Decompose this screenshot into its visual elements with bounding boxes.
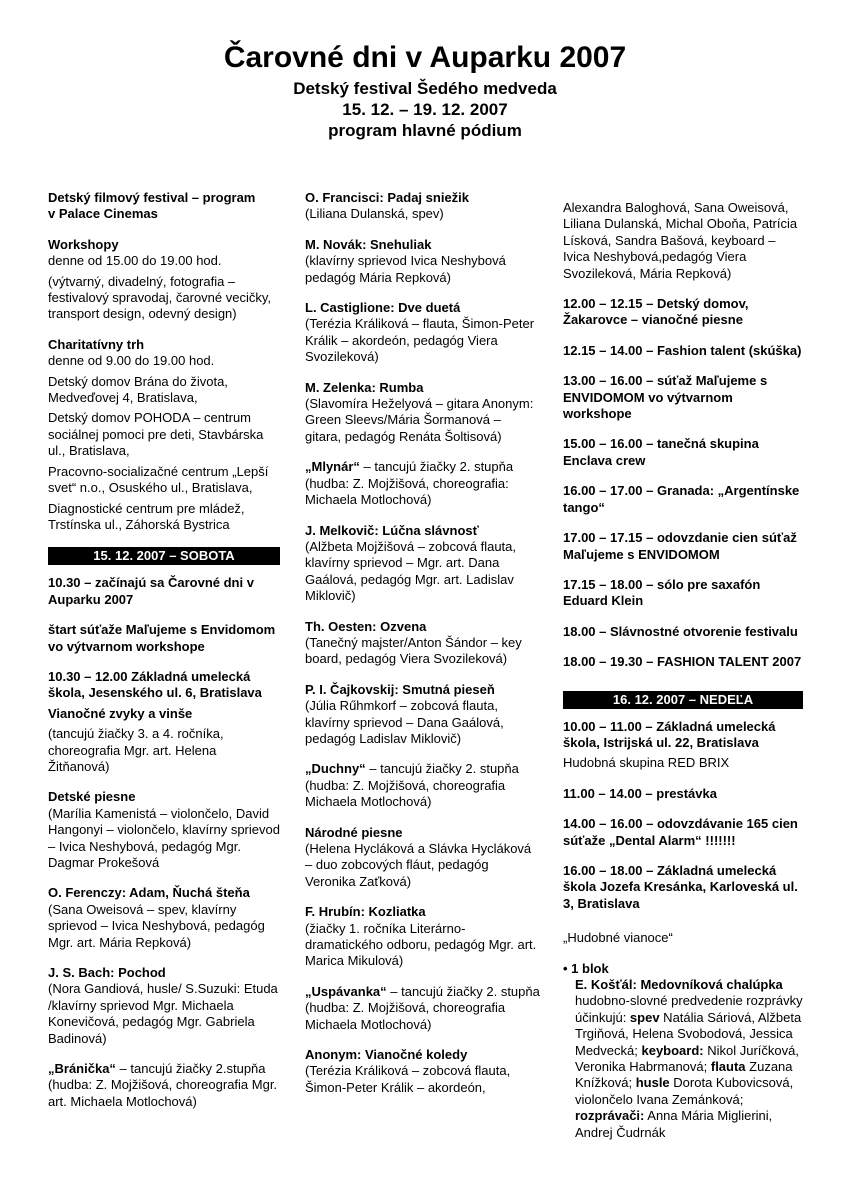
film-festival-line2: v Palace Cinemas	[48, 206, 158, 222]
performance-block	[305, 380, 540, 446]
schedule-item: štart súťaže Maľujeme s Envidomom vo výtvarnom workshope	[48, 622, 276, 654]
role-label-flauta: flauta	[710, 1059, 746, 1075]
schedule-item: 17.15 – 18.00 – sólo pre saxafón Eduard Klein	[563, 576, 761, 609]
schedule-block	[48, 669, 280, 775]
charity-block	[48, 337, 280, 533]
performance-block	[305, 523, 540, 605]
role-names-rozpravaci: Anna Mária Miglierini, Andrej Čudrnák	[575, 1108, 773, 1140]
performance-block	[305, 825, 540, 891]
role-names-keyboard: Nikol Juríčková, Veronika Habrmanová;	[575, 1042, 799, 1075]
performance-title: J. S. Bach: Pochod	[48, 965, 166, 981]
role-names-spev: Natália Sáriová, Alžbeta Trgiňová, Helena Svobodová, Jessica Medvecká;	[575, 1009, 802, 1058]
performance-title: L. Castiglione: Dve duetá	[305, 300, 461, 316]
role-names-flauta: Zuzana Knížková;	[575, 1059, 793, 1091]
schedule-block	[563, 719, 803, 772]
workshops-desc: (výtvarný, divadelný, fotografia – festivalový spravodaj, čarovné vecičky, transport design, odevný design)	[48, 273, 272, 322]
schedule-item: 16.00 – 17.00 – Granada: „Argentínske tango“	[563, 483, 800, 515]
performance-title: Anonym: Vianočné koledy	[305, 1047, 468, 1063]
performance-block	[305, 619, 540, 668]
column-left	[48, 190, 280, 1124]
performance-desc: (klavírny sprievod Ivica Neshybová pedagóg Mária Repková)	[305, 253, 506, 285]
role-label-keyboard: keyboard:	[641, 1042, 704, 1058]
performance-desc: (žiačky 1. ročníka Literárno-dramatického odboru, pedagóg Mgr. art. Marica Mikulová)	[305, 920, 537, 969]
charity-item: Diagnostické centrum pre mládež, Trstínska ul., Záhorská Bystrica	[48, 500, 245, 532]
workshops-time: denne od 15.00 do 19.00 hod.	[48, 253, 222, 269]
performance-block	[48, 965, 280, 1047]
performance-desc: (Liliana Dulanská, spev)	[305, 206, 444, 222]
performance-title: E. Košťál: Medovníková chalúpka	[575, 977, 783, 992]
performance-desc: – tancujú žiačky 2.stupňa (hudba: Z. Mojžišová, choreografia Mgr. art. Michaela Motlochová)	[48, 1061, 278, 1109]
schedule-item: 18.00 – 19.30 – FASHION TALENT 2007	[563, 654, 802, 670]
performance-block	[48, 789, 280, 871]
page-title: Čarovné dni v Auparku 2007	[223, 41, 627, 74]
performance-desc: (tancujú žiačky 3. a 4. ročníka, choreografia Mgr. art. Helena Žitňanová)	[48, 726, 224, 774]
performance-title: M. Novák: Snehuliak	[305, 236, 432, 252]
workshops-block	[48, 237, 280, 323]
charity-item: Pracovno-socializačné centrum „Lepší svet“ n.o., Osuského ul., Bratislava,	[48, 463, 269, 496]
performance-block	[305, 459, 540, 508]
performance-title: F. Hrubín: Kozliatka	[305, 904, 426, 920]
blok-desc-intro: hudobno-slovné predvedenie rozprávky účinkujú:	[575, 993, 803, 1025]
schedule-item: 11.00 – 14.00 – prestávka	[563, 785, 717, 801]
performance-desc	[575, 993, 803, 1141]
performance-title: Detské piesne	[48, 789, 136, 805]
column-right	[563, 200, 803, 1141]
performance-desc: (Terézia Králiková – flauta, Šimon-Peter Králik – akordeón, pedagóg Viera Svozileková)	[305, 316, 535, 365]
performance-title: „Hudobné vianoce“	[563, 930, 673, 946]
film-festival-line1: Detský filmový festival – program	[48, 190, 256, 205]
role-label-husle: husle	[635, 1075, 670, 1091]
performance-block	[48, 1061, 280, 1110]
performance-desc: (Alžbeta Mojžišová – zobcová flauta, klavírny sprievod – Mgr. art. Dana Gaálová, pedagóg Mgr. art. Ladislav Miklovič)	[305, 538, 516, 604]
schedule-item: 10.30 – začínajú sa Čarovné dni v Auparku 2007	[48, 575, 254, 607]
performance-block	[305, 984, 540, 1033]
schedule-item: 16.00 – 18.00 – Základná umelecká škola Jozefa Kresánka, Karloveská ul. 3, Bratislava	[563, 862, 798, 911]
performance-desc: (Sana Oweisová – spev, klavírny sprievod – Ivica Neshybová, pedagóg Mgr. art. Mária Repková)	[48, 901, 265, 950]
performance-title: „Duchny“	[305, 761, 366, 777]
performance-desc: (Nora Gandiová, husle/ S.Suzuki: Etuda /klavírny sprievod Mgr. Michaela Konevičová, pedagóg Mgr. Gabriela Badinová)	[48, 981, 278, 1046]
day-header-saturday: 15. 12. 2007 – SOBOTA	[48, 547, 280, 565]
performance-desc: (Marília Kamenistá – violončelo, David Hangonyi – violončelo, klavírny sprievod – Ivica Neshybová, pedagóg Mgr. Dagmar Prokešová	[48, 805, 280, 870]
performance-title: P. I. Čajkovskij: Smutná pieseň	[305, 681, 495, 697]
performance-title: J. Melkovič: Lúčna slávnosť	[305, 522, 479, 538]
performance-desc: – tancujú žiačky 2. stupňa (hudba: Z. Mojžišová, choreografia Michaela Motlochová)	[305, 983, 540, 1032]
day-header-sunday: 16. 12. 2007 – NEDEĽA	[563, 691, 803, 709]
schedule-item: 12.00 – 12.15 – Detský domov, Žakarovce – vianočné piesne	[563, 296, 749, 328]
performance-desc: (Terézia Králiková – zobcová flauta, Šimon-Peter Králik – akordeón,	[305, 1063, 511, 1095]
performance-block	[305, 237, 540, 286]
performance-title: Th. Oesten: Ozvena	[305, 618, 427, 634]
performance-desc: (Helena Hycláková a Slávka Hycláková – duo zobcových fláut, pedagóg Veronika Zaťková)	[305, 841, 532, 889]
performance-desc: (Júlia Rűhmkorf – zobcová flauta, klavírny sprievod – Dana Gaálová, pedagóg Ladislav Miklovič)	[305, 698, 504, 746]
schedule-block	[48, 575, 280, 608]
performance-block	[48, 885, 280, 951]
performance-block	[305, 904, 540, 970]
performance-title: „Bránička“	[48, 1061, 116, 1077]
schedule-block	[48, 622, 280, 655]
performance-block	[305, 761, 540, 810]
blok-block	[563, 961, 803, 1141]
charity-time: denne od 9.00 do 19.00 hod.	[48, 353, 215, 369]
charity-title: Charitatívny trh	[48, 336, 145, 352]
festival-dates: 15. 12. – 19. 12. 2007	[342, 100, 508, 119]
performance-title: O. Ferenczy: Adam, Ňuchá šteňa	[48, 885, 250, 901]
continued-desc: Alexandra Baloghová, Sana Oweisová, Liliana Dulanská, Michal Oboňa, Patrícia Lísková, Sandra Bašová, keyboard – Ivica Neshybová,pedagóg Viera Svozileková, Mária Repková)	[563, 200, 798, 281]
performance-block	[305, 300, 540, 366]
festival-subtitle: Detský festival Šedého medveda	[293, 79, 557, 98]
role-names-husle: Dorota Kubovicsová, violončelo Ivana Zemánková;	[575, 1075, 794, 1107]
performance-title: „Mlynár“	[305, 459, 360, 475]
charity-item: Detský domov Brána do života, Medveďovej 4, Bratislava,	[48, 373, 228, 406]
performance-desc: (Tanečný majster/Anton Šándor – key board, pedagóg Viera Svozileková)	[305, 634, 522, 667]
performance-title: Národné piesne	[305, 824, 403, 840]
performance-title: O. Francisci: Padaj sniežik	[305, 190, 470, 205]
schedule-item: 14.00 – 16.00 – odovzdávanie 165 cien súťaže „Dental Alarm“ !!!!!!!	[563, 816, 798, 848]
blok-content	[563, 977, 803, 1141]
role-label-rozpravaci: rozprávači:	[575, 1108, 645, 1124]
header	[0, 38, 850, 141]
schedule-item: 10.00 – 11.00 – Základná umelecká škola, Istrijská ul. 22, Bratislava	[563, 718, 776, 750]
performance-block	[305, 1047, 540, 1096]
program-subtitle: program hlavné pódium	[328, 121, 522, 140]
column-middle	[305, 190, 540, 1110]
blok-label: • 1 blok	[563, 960, 609, 976]
schedule-item: 12.15 – 14.00 – Fashion talent (skúška)	[563, 342, 802, 358]
schedule-item: 10.30 – 12.00 Základná umelecká škola, Jesenského ul. 6, Bratislava	[48, 668, 262, 701]
performance-desc: – tancujú žiačky 2. stupňa (hudba: Z. Mojžišová, choreografia: Michaela Motlochová)	[305, 459, 514, 508]
schedule-item: 15.00 – 16.00 – tanečná skupina Enclava crew	[563, 436, 759, 468]
performance-title: M. Zelenka: Rumba	[305, 379, 424, 395]
performance-desc: Hudobná skupina RED BRIX	[563, 755, 730, 771]
schedule-item: 18.00 – Slávnostné otvorenie festivalu	[563, 623, 798, 639]
workshops-title: Workshopy	[48, 236, 119, 252]
performance-desc: – tancujú žiačky 2. stupňa (hudba: Z. Mojžišová, choreografia Michaela Motlochová)	[305, 761, 519, 810]
performance-desc: (Slavomíra Heželyová – gitara Anonym: Green Sleevs/Mária Šormanová – gitara, pedagóg Renáta Šoltisová)	[305, 396, 534, 444]
charity-item: Detský domov POHODA – centrum sociálnej pomoci pre deti, Stavbárska ul., Bratislava,	[48, 410, 264, 459]
schedule-item: 13.00 – 16.00 – súťaž Maľujeme s ENVIDOMOM vo výtvarnom workshope	[563, 373, 768, 422]
role-label-spev: spev	[629, 1009, 660, 1025]
performance-title: Vianočné zvyky a vinše	[48, 705, 193, 721]
performance-title: „Uspávanka“	[305, 983, 387, 999]
schedule-item: 17.00 – 17.15 – odovzdanie cien súťaž Maľujeme s ENVIDOMOM	[563, 530, 797, 562]
film-festival-block	[48, 190, 280, 223]
performance-block	[305, 682, 540, 748]
performance-block	[305, 190, 540, 223]
